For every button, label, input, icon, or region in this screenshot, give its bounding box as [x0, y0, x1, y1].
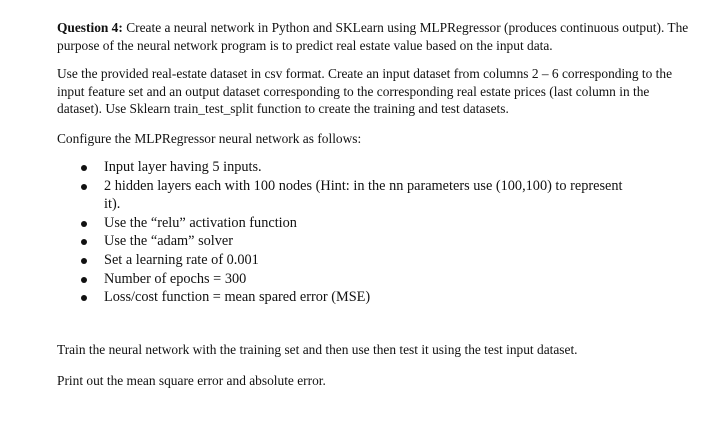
config-list: [57, 158, 697, 307]
dataset-paragraph: Use the provided real-estate dataset in csv format. Create an input dataset from columns 2 – 6 corresponding to the input feature set and an output dataset corresponding to the corresponding real estate prices (last column in the dataset). Use Sklearn train_test_split function to create the training and test datasets.: [57, 66, 673, 116]
config-item-text: Number of epochs = 300: [104, 270, 247, 287]
config-item-text: Use the “relu” activation function: [104, 214, 297, 231]
print-paragraph: Print out the mean square error and absolute error.: [57, 373, 326, 389]
question-intro-paragraph: [57, 19, 697, 54]
document-body: [57, 19, 697, 390]
config-list-item: [57, 177, 697, 214]
config-item-text: Set a learning rate of 0.001: [104, 251, 259, 268]
config-item-text: Loss/cost function = mean spared error (MSE): [104, 289, 371, 306]
question-intro-text: Create a neural network in Python and SKLearn using MLPRegressor (produces continuous output). The purpose of the neural network program is to predict real estate value based on the input data.: [57, 20, 689, 53]
question-label: Question 4:: [57, 20, 123, 35]
config-list-item: [57, 288, 697, 307]
bullet-icon: [81, 165, 87, 171]
bullet-icon: [81, 295, 87, 301]
config-list-item: [57, 251, 697, 270]
config-item-text: Input layer having 5 inputs.: [104, 159, 262, 175]
bullet-icon: [81, 258, 87, 264]
config-list-item: [57, 270, 697, 289]
config-list-item: [57, 232, 697, 251]
config-list-item: [57, 158, 697, 177]
train-paragraph: Train the neural network with the training set and then use then test it using the test input dataset.: [57, 341, 578, 357]
config-item-text: 2 hidden layers each with 100 nodes (Hint: in the nn parameters use (100,100) to represent it).: [104, 177, 623, 213]
config-item-text: Use the “adam” solver: [104, 233, 234, 250]
configure-heading: Configure the MLPRegressor neural network as follows:: [57, 130, 362, 146]
bullet-icon: [81, 239, 87, 245]
bullet-icon: [81, 277, 87, 283]
config-list-item: [57, 214, 697, 233]
bullet-icon: [81, 184, 87, 190]
bullet-icon: [81, 221, 87, 227]
